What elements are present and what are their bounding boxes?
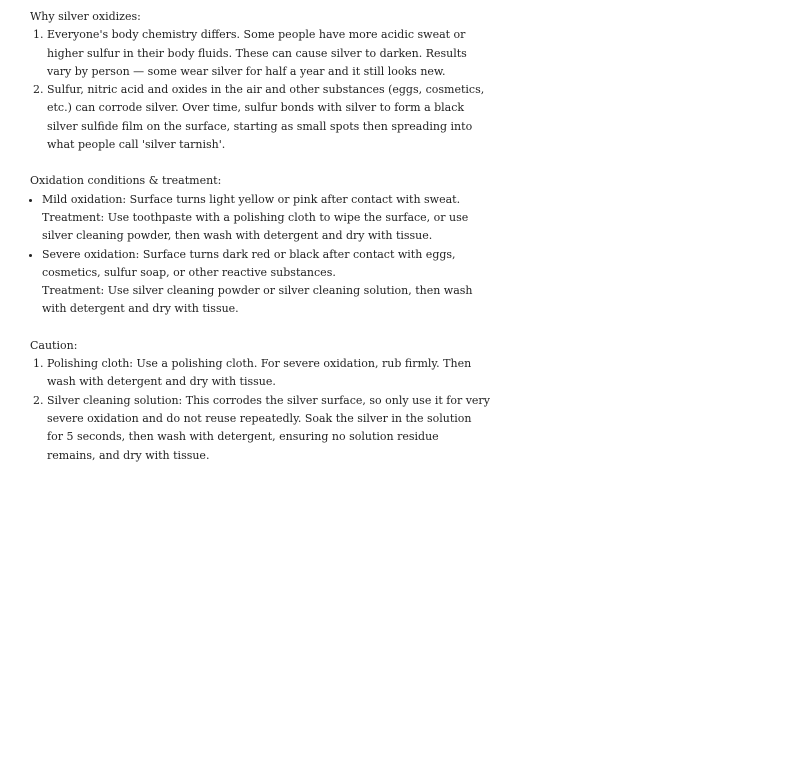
caution-item-2: 2. Silver cleaning solution: This corrodes the silver surface, so only use it for very severe oxidation and do not reuse repeatedly. Soak the silver in the solution for 5 seconds, then wash with detergent, ensuring no solution residue remains, and dry with tissue. bbox=[47, 392, 490, 465]
why-item-2: 2. Sulfur, nitric acid and oxides in the air and other substances (eggs, cosmetics, etc.) can corrode silver. Over time, sulfur bonds with silver to form a black silver sulfide film on the surface, starting as small spots then spreading into what people call 'silver tarnish'. bbox=[47, 81, 490, 154]
conditions-list bbox=[30, 191, 490, 319]
condition-mild-text: Mild oxidation: Surface turns light yellow or pink after contact with sweat. bbox=[42, 192, 461, 206]
caution-list bbox=[30, 355, 490, 465]
why-item-1: 1. Everyone's body chemistry differs. Some people have more acidic sweat or higher sulfur in their body fluids. These can cause silver to darken. Results vary by person — some wear silver for half a year and it still looks new. bbox=[47, 26, 490, 81]
why-heading: Why silver oxidizes: bbox=[30, 10, 141, 23]
conditions-section bbox=[30, 172, 490, 318]
why-section bbox=[30, 8, 490, 154]
condition-item-severe bbox=[42, 246, 490, 319]
caution-section bbox=[30, 337, 490, 465]
condition-mild-treatment: Treatment: Use toothpaste with a polishing cloth to wipe the surface, or use silver cleaning powder, then wash with detergent and dry with tissue. bbox=[42, 210, 469, 243]
condition-severe-treatment: Treatment: Use silver cleaning powder or silver cleaning solution, then wash with detergent and dry with tissue. bbox=[42, 284, 473, 316]
condition-item-mild bbox=[42, 191, 490, 246]
condition-severe-text: Severe oxidation: Surface turns dark red or black after contact with eggs, cosmetics, sulfur soap, or other reactive substances. bbox=[42, 247, 456, 279]
caution-heading: Caution: bbox=[30, 338, 78, 352]
why-list bbox=[30, 26, 490, 154]
conditions-heading: Oxidation conditions & treatment: bbox=[30, 174, 222, 188]
document-body bbox=[30, 8, 490, 483]
caution-item-1: 1. Polishing cloth: Use a polishing cloth. For severe oxidation, rub firmly. Then wash with detergent and dry with tissue. bbox=[47, 355, 490, 392]
